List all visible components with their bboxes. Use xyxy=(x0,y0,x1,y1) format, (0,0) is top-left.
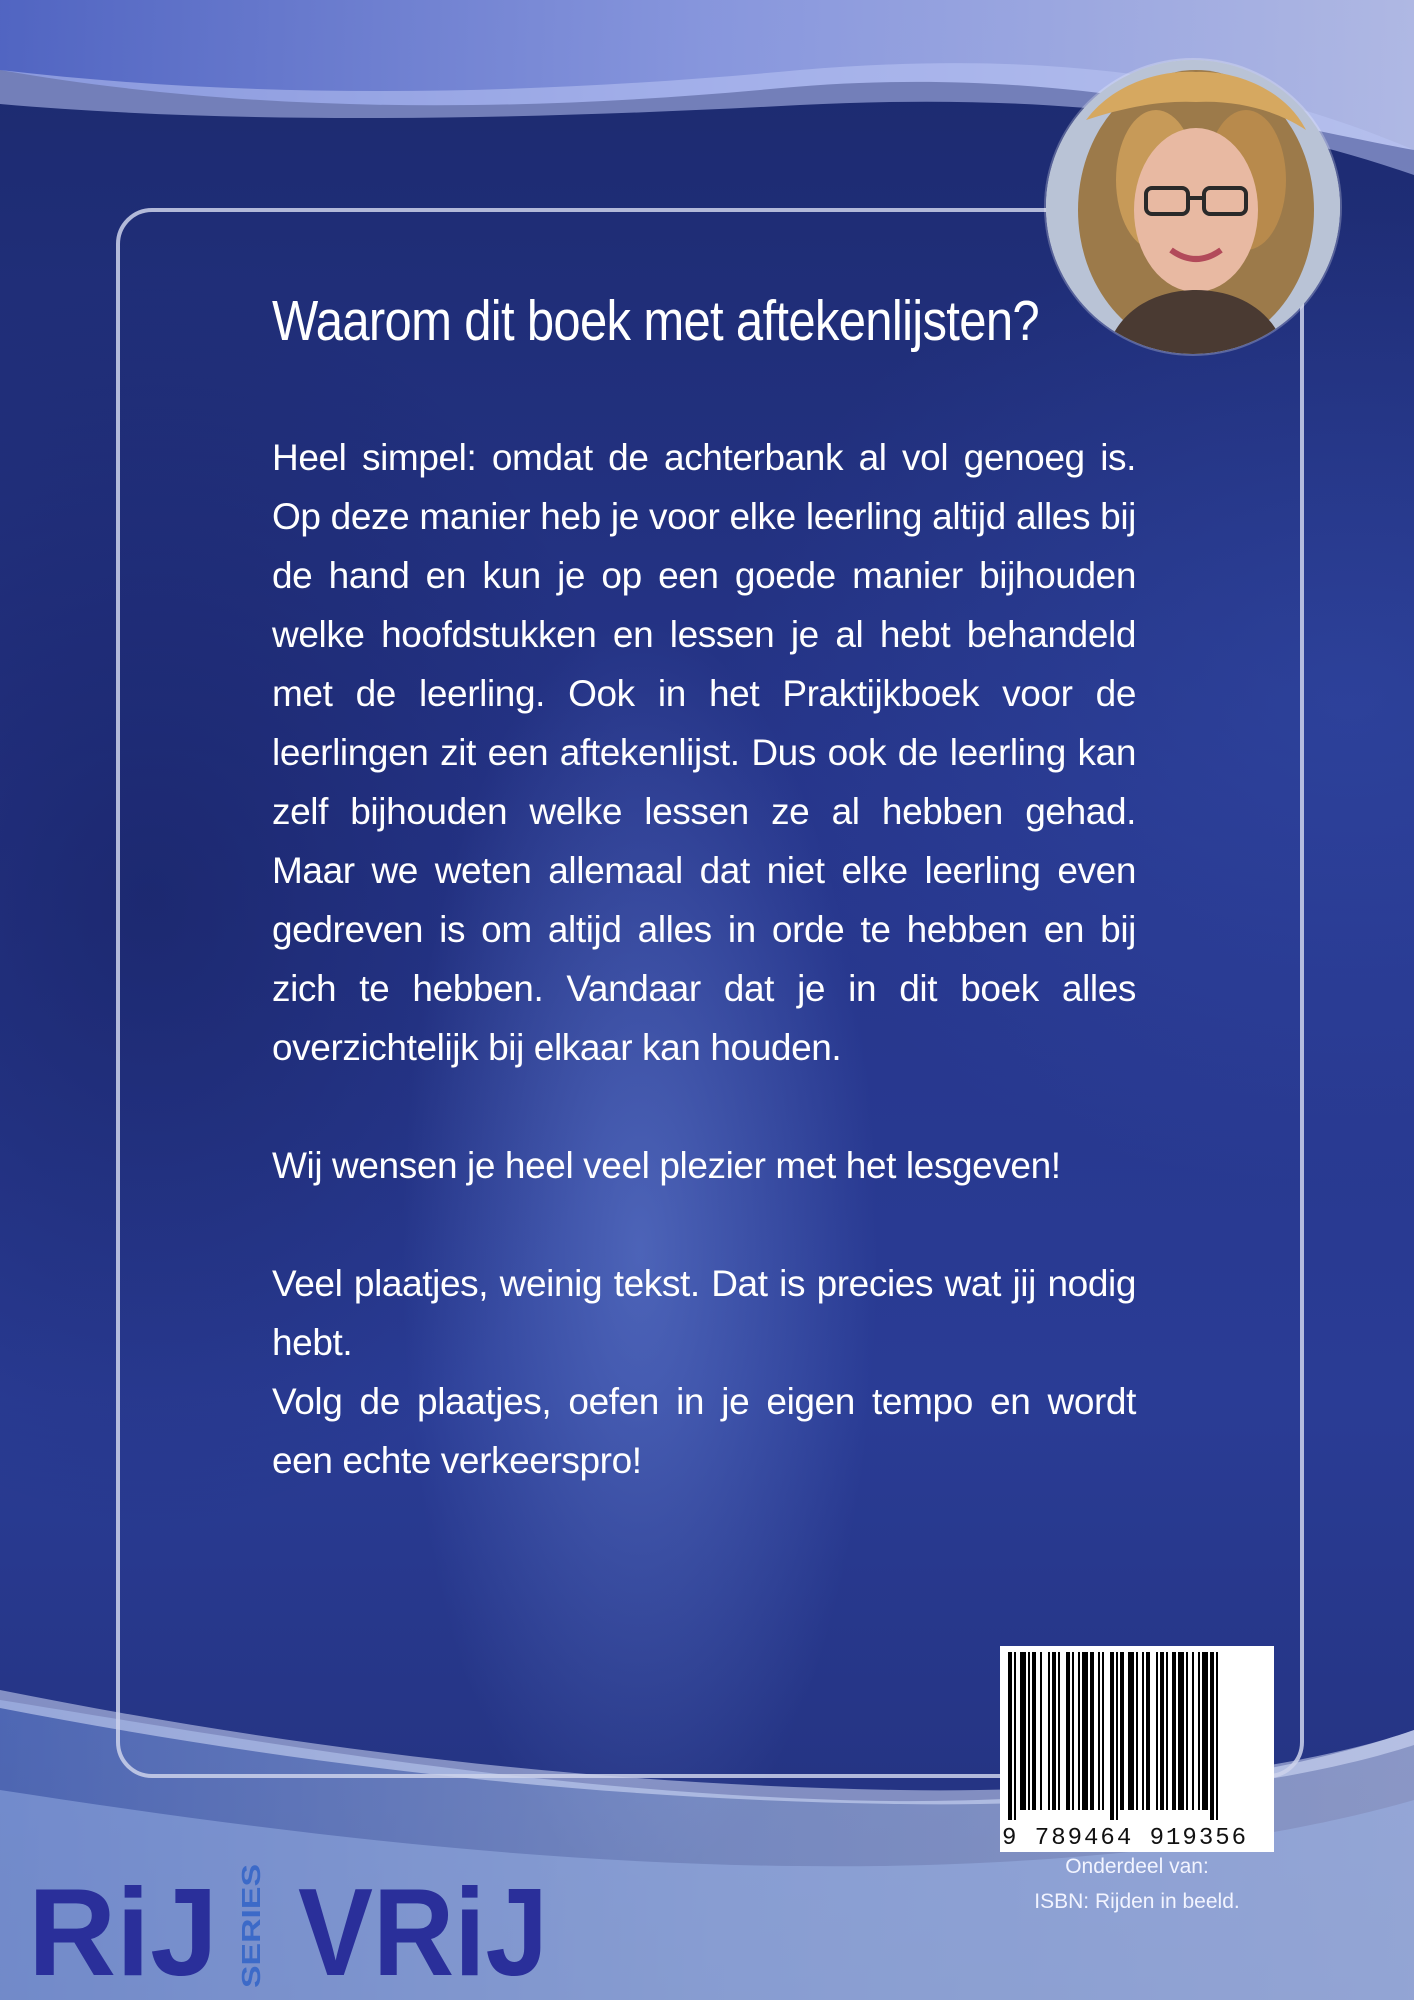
cover-title: Waarom dit boek met aftekenlijsten? xyxy=(272,289,1039,353)
barcode-bar xyxy=(1172,1652,1176,1810)
barcode-bar xyxy=(1058,1652,1060,1810)
barcode-bar xyxy=(1020,1652,1026,1810)
barcode-bar xyxy=(1120,1652,1124,1810)
barcode-bar xyxy=(1186,1652,1188,1810)
caption-line-1: Onderdeel van: xyxy=(1065,1855,1209,1878)
barcode-bar xyxy=(1008,1652,1012,1820)
barcode-icon xyxy=(1006,1652,1268,1820)
barcode-bar xyxy=(1014,1652,1016,1820)
barcode-bar xyxy=(1216,1652,1218,1820)
cover-body-text xyxy=(272,428,1136,1490)
rij-series-vrij-logo xyxy=(28,1850,568,1990)
barcode-bar xyxy=(1210,1652,1214,1820)
body-paragraph: Veel plaatjes, weinig tekst. Dat is precies wat jij nodig hebt. xyxy=(272,1263,1136,1363)
isbn-digits: 9 789464 919356 xyxy=(1002,1825,1249,1852)
barcode-bar xyxy=(1102,1652,1104,1810)
barcode-bar xyxy=(1192,1652,1194,1810)
barcode-bar xyxy=(1178,1652,1184,1810)
author-portrait-icon xyxy=(1046,60,1340,354)
barcode-bar xyxy=(1052,1652,1056,1810)
barcode-bar xyxy=(1032,1652,1036,1810)
barcode-bar xyxy=(1136,1652,1138,1810)
barcode-bar xyxy=(1160,1652,1164,1810)
barcode-bar xyxy=(1090,1652,1094,1810)
barcode-bar xyxy=(1078,1652,1080,1810)
barcode-bar xyxy=(1128,1652,1134,1810)
barcode-bar xyxy=(1098,1652,1100,1810)
barcode-bar xyxy=(1198,1652,1200,1810)
logo-word-left: RiJ xyxy=(28,1864,218,1990)
isbn-barcode xyxy=(1000,1646,1274,1852)
logo-word-right: VRiJ xyxy=(298,1864,548,1990)
logo-word-middle: SERIES xyxy=(236,1892,266,1988)
barcode-bar xyxy=(1110,1652,1114,1820)
barcode-bar xyxy=(1048,1652,1050,1810)
author-photo xyxy=(1046,60,1340,354)
barcode-bar xyxy=(1142,1652,1144,1810)
body-paragraph: Heel simpel: omdat de achterbank al vol genoeg is. Op deze manier heb je voor elke leerling altijd alles bij de hand en kun je op een goede manier bijhouden welke hoofdstukken en lessen je al hebt behandeld met de leerling. Ook in het Praktijkboek voor de leerlingen zit een aftekenlijst. Dus ook de leerling kan zelf bijhouden welke lessen ze al hebben gehad. Maar we weten allemaal dat niet elke leerling even gedreven is om altijd alles in orde te hebben en bij zich te hebben. Vandaar dat je in dit boek alles overzichtelijk bij elkaar kan houden. xyxy=(272,437,1136,1068)
barcode-bar xyxy=(1028,1652,1030,1810)
barcode-bar xyxy=(1082,1652,1088,1810)
barcode-bar xyxy=(1040,1652,1042,1810)
barcode-bar xyxy=(1116,1652,1118,1820)
barcode-bar xyxy=(1156,1652,1158,1810)
caption-line-2: ISBN: Rijden in beeld. xyxy=(1034,1890,1240,1913)
body-paragraph: Volg de plaatjes, oefen in je eigen tempo en wordt een echte verkeerspro! xyxy=(272,1381,1136,1481)
barcode-bar xyxy=(1072,1652,1074,1810)
barcode-bar xyxy=(1146,1652,1150,1810)
barcode-bar xyxy=(1202,1652,1208,1810)
barcode-bar xyxy=(1066,1652,1070,1810)
body-paragraph: Wij wensen je heel veel plezier met het lesgeven! xyxy=(272,1145,1061,1186)
barcode-bar xyxy=(1166,1652,1168,1810)
